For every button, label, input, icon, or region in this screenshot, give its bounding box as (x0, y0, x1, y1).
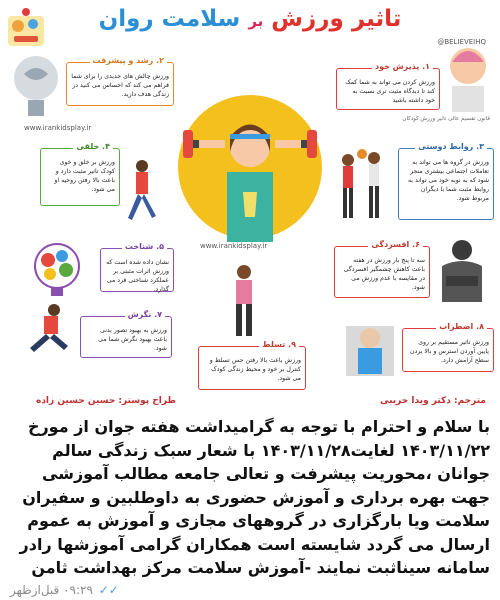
girl-jumping-image (222, 262, 266, 342)
section-4-text: ورزش بر خلق و خوی کودک تاثیر مثبت دارد و باعث بالا رفتن روحیه او می شود. (54, 159, 115, 193)
basketball-players-image (328, 148, 396, 228)
section-8-text: ورزش تاثیر مستقیم بر روی پایین آوردن استرس و بالا بردن سطح آرامش دارد. (409, 339, 489, 364)
section-2-text: ورزش چالش های جدیدی را برای شما فراهم می کند که احساس می کنید در زندگی هدف دارید. (71, 73, 169, 98)
section-6-heading: ۶. افسردگی (368, 240, 423, 249)
section-9-text: ورزش باعث بالا رفتن حس تسلط و کنترل بر خود و محیط زندگی کودک می شود. (209, 357, 301, 382)
section-6-text: سه تا پنج بار ورزش در هفته باعث کاهش چشمگیر افسردگی در مقایسه با عدم ورزش می شود. (343, 257, 425, 291)
section-7-text: ورزش به بهبود تصور بدنی باعث بهبود نگرش شما می شود. (98, 327, 167, 352)
section-1-text: ورزش کردن می تواند به شما کمک کند تا دیدگاه مثبت تری نسبت به خود داشته باشید (345, 79, 435, 104)
section-5-text: نشان داده شده است که ورزش اثرات مثبتی بر عملکرد شناختی فرد می گذارد. (106, 259, 169, 293)
lightbulb-brain-image (10, 52, 62, 122)
stressed-person-image (340, 316, 400, 380)
section-4-card (40, 142, 120, 206)
message-bubble[interactable] (6, 413, 494, 599)
poster-title: تاثیر ورزش بر سلامت روان (98, 6, 402, 32)
section-8-heading: ۸. اضطراب (436, 322, 487, 331)
section-7-heading: ۷. نگرش (125, 310, 165, 319)
section-3-card (398, 142, 494, 220)
section-2-heading: ۲. رشد و پیشرفت (90, 56, 167, 65)
social-handle: @BELIEVEIHQ (437, 38, 486, 46)
runner-girl-image (116, 158, 166, 230)
section-4-heading: ۴. خلقی (73, 142, 113, 151)
section-7-card (80, 310, 172, 358)
site-url: www.irankidsplay.ir (200, 242, 268, 250)
message-time: ۰۹:۲۹ قبل‌ازظهر (10, 583, 93, 597)
message-text: با سلام و احترام با توجه به گرامیداشت هفته جوان از مورخ ۱۴۰۳/۱۱/۲۲ لغایت۱۴۰۳/۱۱/۲۸ با شعار سبک زندگی سالم جوانان ،محوریت پیشرفت و تعالی جامعه مطالب آموزشی جهت بهره برداری و آموزش حضوری به داوطلبین و سفیران سلامت ویا بارگزاری در گروههای مجازی و آموزش به عموم ارسال می گردد شایسته است همکاران گرامی آموزشها رادر سامانه سیناثبت نمایند -آموزش سلامت مرکز بهداشت ثامن (19, 417, 490, 577)
running-man-image (20, 302, 76, 358)
section-5-card (100, 242, 174, 293)
section-8-card (402, 322, 494, 372)
designer-credit: طراح پوستر: حسین حسین زاده (36, 396, 176, 406)
sad-person-image (432, 236, 492, 306)
section-1-card (336, 62, 440, 110)
section-3-text: ورزش در گروه ها می تواند به تعاملات اجتماعی بیشتری منجر شود که به نوبه خود می تواند به روابط مثبت شما با دیگران مربوط شود. (407, 159, 489, 202)
section-1-caption: قانون تقسیم عالی تاثیر ورزش کودکان (402, 116, 490, 122)
section-9-heading: ۹. تسلط (259, 340, 299, 349)
read-check-icon: ✓✓ (98, 583, 119, 597)
section-1-heading: ۱. پذیرش خود (372, 62, 433, 71)
section-1-image (442, 42, 494, 112)
section-6-card (334, 240, 430, 298)
message-meta (10, 583, 119, 597)
translator-credit: مترجم: دکتر ویدا حریبی (379, 396, 486, 406)
colorful-brain-image (22, 238, 92, 300)
site-url-2: www.irankidsplay.ir (24, 124, 92, 132)
section-9-card (198, 340, 306, 390)
section-2-card (66, 56, 174, 106)
section-3-heading: ۳. روابط دوستی (415, 142, 487, 151)
section-5-heading: ۵. شناخت (122, 242, 167, 251)
central-illustration (175, 92, 325, 242)
